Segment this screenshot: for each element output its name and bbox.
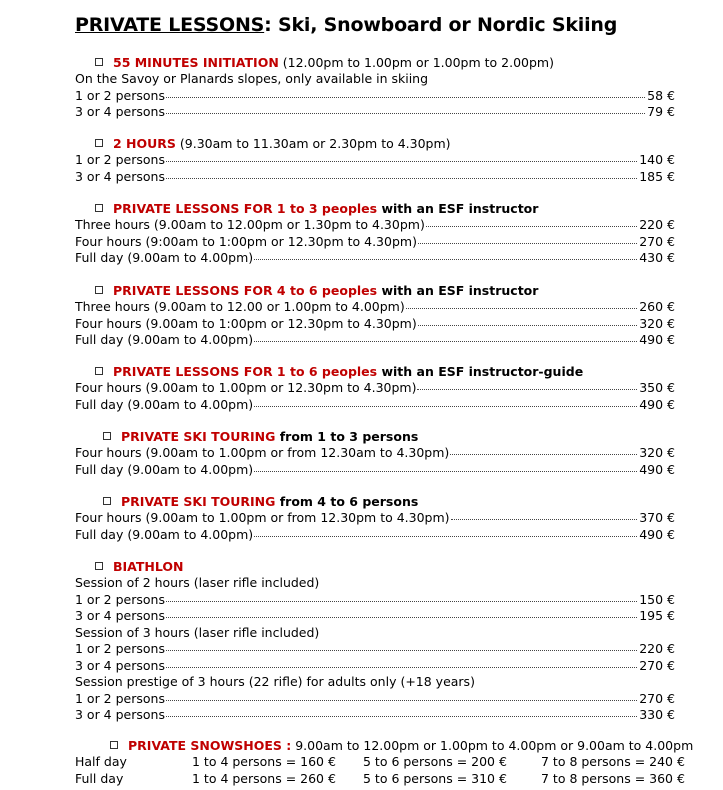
section-lessons-4-6 <box>0 283 723 349</box>
checkbox-bullet-icon <box>95 58 103 66</box>
section-header <box>110 738 723 754</box>
section-time: 9.00am to 12.00pm or 1.00pm to 4.00pm or 9.00am to 4.00pm <box>291 738 694 753</box>
price-row: 1 or 2 persons 220 € <box>75 641 675 656</box>
price-row: Four hours (9.00am to 1.00pm or 12.30pm to 4.30pm) 350 € <box>75 380 675 395</box>
section-note: Session prestige of 3 hours (22 rifle) for adults only (+18 years) <box>75 674 475 689</box>
price-row: Full day (9.00am to 4.00pm) 490 € <box>75 461 675 477</box>
section-header: PRIVATE LESSONS FOR 1 to 3 peoples with an ESF instructor <box>95 201 723 217</box>
section-ski-touring-1-3 <box>0 429 723 478</box>
section-title: PRIVATE SNOWSHOES : <box>128 738 292 753</box>
price-row: 1 or 2 persons 270 € <box>75 690 675 706</box>
price-row <box>0 88 723 105</box>
section-header <box>95 559 723 575</box>
checkbox-bullet-icon <box>103 497 111 505</box>
price-row: Full day (9.00am to 4.00pm) 490 € <box>75 332 675 347</box>
checkbox-bullet-icon <box>95 139 103 147</box>
section-2-hours <box>0 136 723 185</box>
section-ski-touring-4-6 <box>0 494 723 543</box>
price-row: Full day (9.00am to 4.00pm) 490 € <box>75 526 675 542</box>
title-rest: : Ski, Snowboard or Nordic Skiing <box>264 14 618 36</box>
section-note: On the Savoy or Planards slopes, only available in skiing <box>75 71 429 86</box>
section-title: PRIVATE LESSONS FOR 1 to 6 peoples <box>113 364 378 379</box>
section-55-minutes <box>0 55 723 121</box>
checkbox-bullet-icon <box>95 204 103 212</box>
price-row: 3 or 4 persons 185 € <box>75 168 675 184</box>
section-header: PRIVATE SKI TOURING from 1 to 3 persons <box>103 429 723 445</box>
section-title: PRIVATE LESSONS FOR 4 to 6 peoples <box>113 283 378 298</box>
section-title: PRIVATE SKI TOURING <box>121 494 276 509</box>
checkbox-bullet-icon <box>110 741 118 749</box>
row-price: 79 € <box>647 104 675 119</box>
price-row: Four hours (9.00am to 1.00pm or from 12.30pm to 4.30pm) 370 € <box>75 510 675 525</box>
section-title: PRIVATE LESSONS FOR 1 to 3 peoples <box>113 201 378 216</box>
price-row: 3 or 4 persons 270 € <box>75 657 675 673</box>
section-lessons-1-6-guide <box>0 364 723 413</box>
checkbox-bullet-icon <box>95 367 103 375</box>
section-title: BIATHLON <box>113 559 184 574</box>
checkbox-bullet-icon <box>95 562 103 570</box>
section-header: PRIVATE SKI TOURING from 4 to 6 persons <box>103 494 723 510</box>
section-header: PRIVATE LESSONS FOR 4 to 6 peoples with an ESF instructor <box>95 283 723 299</box>
checkbox-bullet-icon <box>95 286 103 294</box>
section-header <box>95 136 723 152</box>
price-row: 1 or 2 persons 140 € <box>75 152 675 167</box>
price-row: Full day (9.00am to 4.00pm) 430 € <box>75 250 675 265</box>
price-row: 3 or 4 persons 195 € <box>75 608 675 623</box>
section-biathlon <box>0 559 723 724</box>
price-row: Four hours (9.00am to 1.00pm or from 12.30am to 4.30pm) 320 € <box>75 445 675 460</box>
title-underlined: PRIVATE LESSONS <box>75 14 265 36</box>
row-label: 1 or 2 persons <box>75 87 165 103</box>
section-header: PRIVATE LESSONS FOR 1 to 6 peoples with an ESF instructor-guide <box>95 364 723 380</box>
price-row: Three hours (9.00am to 12.00 or 1.00pm to 4.00pm) 260 € <box>75 299 675 314</box>
price-row <box>0 104 723 121</box>
price-row: Three hours (9.00am to 12.00pm or 1.30pm to 4.30pm) 220 € <box>75 217 675 232</box>
row-label: 3 or 4 persons <box>75 104 165 119</box>
page-title <box>75 14 617 36</box>
section-time: (12.00pm to 1.00pm or 1.00pm to 2.00pm) <box>278 55 554 70</box>
price-row: 1 or 2 persons 150 € <box>75 591 675 607</box>
section-snowshoes <box>0 738 723 787</box>
snowshoes-row: Full day 1 to 4 persons = 260 € 5 to 6 persons = 310 € 7 to 8 persons = 360 € <box>75 770 685 786</box>
row-price: 58 € <box>647 87 675 103</box>
snowshoes-row: Half day 1 to 4 persons = 160 € 5 to 6 persons = 200 € 7 to 8 persons = 240 € <box>75 754 685 769</box>
section-header <box>95 55 723 71</box>
section-time: (9.30am to 11.30am or 2.30pm to 4.30pm) <box>175 136 451 151</box>
section-title: 55 MINUTES INITIATION <box>113 55 279 70</box>
price-row: Four hours (9:00am to 1:00pm or 12.30pm to 4.30pm) 270 € <box>75 233 675 249</box>
price-row: Full day (9.00am to 4.00pm) 490 € <box>75 396 675 412</box>
price-row: Four hours (9.00am to 1:00pm or 12.30pm to 4.30pm) 320 € <box>75 315 675 331</box>
section-lessons-1-3 <box>0 201 723 267</box>
section-note: Session of 3 hours (laser rifle included) <box>75 624 320 640</box>
section-note: Session of 2 hours (laser rifle included) <box>75 575 320 590</box>
price-row: 3 or 4 persons 330 € <box>75 707 675 722</box>
checkbox-bullet-icon <box>103 432 111 440</box>
section-title: PRIVATE SKI TOURING <box>121 429 276 444</box>
section-title: 2 HOURS <box>113 136 176 151</box>
